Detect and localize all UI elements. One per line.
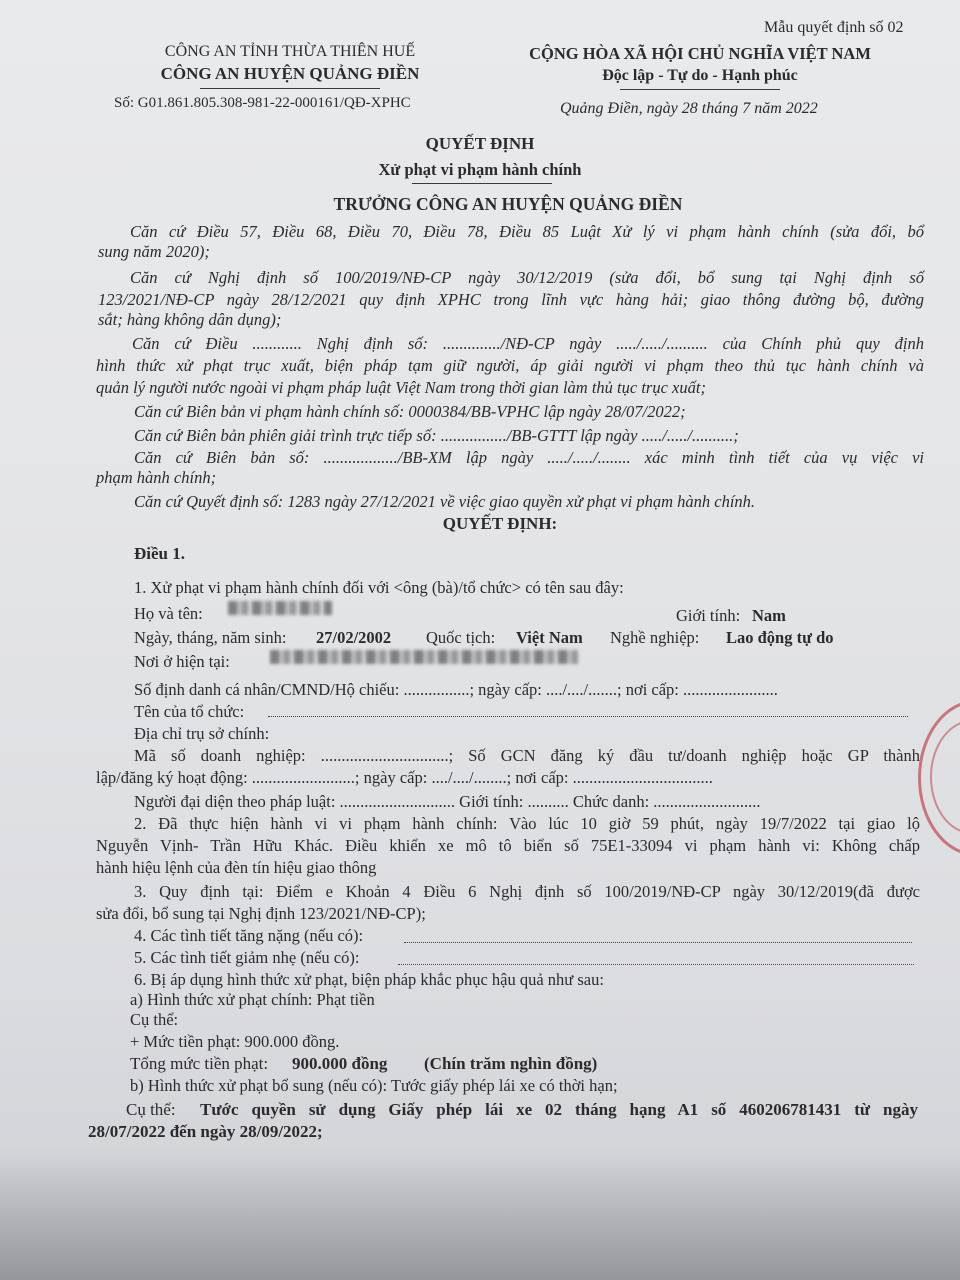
redacted-name <box>228 601 332 615</box>
detail-label: Cụ thể: <box>130 1010 179 1029</box>
additional-penalty: b) Hình thức xử phạt bổ sung (nếu có): Tước giấy phép lái xe có thời hạn; <box>130 1076 618 1095</box>
page-shadow <box>0 1150 960 1280</box>
issuing-authority: TRƯỞNG CÔNG AN HUYỆN QUẢNG ĐIỀN <box>333 194 683 214</box>
basis-line: hình thức xử phạt trục xuất, biện pháp tạm giữ người, áp giải người vi phạm theo thủ tục hành chính và <box>96 356 924 375</box>
dob-value: 27/02/2002 <box>316 628 392 647</box>
aggravating-label: 4. Các tình tiết tăng nặng (nếu có): <box>134 926 364 945</box>
basis-line: sắt; hàng không dân dụng); <box>98 310 282 329</box>
total-fine-words: (Chín trăm nghìn đồng) <box>424 1054 598 1073</box>
fine-amount-line: + Mức tiền phạt: 900.000 đồng. <box>130 1032 340 1051</box>
document-title: QUYẾT ĐỊNH <box>425 134 535 153</box>
form-label: Mẫu quyết định số 02 <box>764 19 904 36</box>
total-fine-value: 900.000 đồng <box>292 1054 388 1073</box>
business-line: Mã số doanh nghiệp: ...............................; Số GCN đăng ký đầu tư/doanh nghiệp hoặc GP thành <box>134 746 920 765</box>
basis-line: Căn cứ Biên bản vi phạm hành chính số: 0000384/BB-VPHC lập ngày 28/07/2022; <box>134 402 686 421</box>
detail-2-label: Cụ thể: <box>126 1100 176 1119</box>
place-date: Quảng Điền, ngày 28 tháng 7 năm 2022 <box>560 100 818 117</box>
basis-line: Căn cứ Quyết định số: 1283 ngày 27/12/2021 về việc giao quyền xử phạt vi phạm hành chính. <box>134 492 756 511</box>
item-1-intro: 1. Xử phạt vi phạm hành chính đối với <ông (bà)/tổ chức> có tên sau đây: <box>134 578 624 597</box>
country-name: CỘNG HÒA XÃ HỘI CHỦ NGHĨA VIỆT NAM <box>529 44 871 63</box>
mitigating-label: 5. Các tình tiết giảm nhẹ (nếu có): <box>134 948 360 967</box>
suspension-period: 28/07/2022 đến ngày 28/09/2022; <box>88 1122 323 1141</box>
license-suspension-text: Tước quyền sử dụng Giấy phép lái xe 02 tháng hạng A1 số 460206781431 từ ngày <box>200 1100 918 1119</box>
regulation-line: sửa đổi, bổ sung tại Nghị định 123/2021/NĐ-CP); <box>96 904 426 923</box>
total-fine-label: Tổng mức tiền phạt: <box>130 1054 269 1073</box>
gender-label: Giới tính: <box>676 606 741 625</box>
dob-label: Ngày, tháng, năm sinh: <box>134 628 287 647</box>
job-label: Nghề nghiệp: <box>610 628 700 647</box>
document-subtitle: Xử phạt vi phạm hành chính <box>378 160 582 179</box>
org-name-label: Tên của tổ chức: <box>134 702 245 721</box>
main-penalty: a) Hình thức xử phạt chính: Phạt tiền <box>130 990 375 1009</box>
document-number: Số: G01.861.805.308-981-22-000161/QĐ-XPHC <box>114 95 411 111</box>
basis-line: 123/2021/NĐ-CP ngày 28/12/2021 quy định XPHC trong lĩnh vực hàng hải; giao thông đường bộ, đường <box>98 290 924 309</box>
basis-line: Căn cứ Điều ............ Nghị định số: ............../NĐ-CP ngày ...../...../.......... của Chính phủ quy định <box>132 334 924 353</box>
penalty-intro: 6. Bị áp dụng hình thức xử phạt, biện pháp khắc phục hậu quả như sau: <box>134 970 604 989</box>
decision-heading: QUYẾT ĐỊNH: <box>442 514 558 533</box>
national-motto: Độc lập - Tự do - Hạnh phúc <box>602 67 798 84</box>
address-label: Nơi ở hiện tại: <box>134 652 230 671</box>
nationality-value: Việt Nam <box>516 628 583 647</box>
aggravating-dots <box>404 942 912 944</box>
subtitle-underline <box>412 183 552 184</box>
basis-line: phạm hành chính; <box>96 468 217 487</box>
job-value: Lao động tự do <box>726 628 834 647</box>
id-line: Số định danh cá nhân/CMND/Hộ chiếu: ................; ngày cấp: ..../..../.......; nơi cấp: ....................... <box>134 680 778 699</box>
regulation-line: 3. Quy định tại: Điểm e Khoản 4 Điều 6 Nghị định số 100/2019/NĐ-CP ngày 30/12/2019(đã được <box>134 882 920 901</box>
name-label: Họ và tên: <box>134 604 203 623</box>
legal-rep-line: Người đại diện theo pháp luật: ............................ Giới tính: .......... Chức danh: .......................... <box>134 792 761 811</box>
org-name-dots <box>268 716 908 718</box>
basis-line: Căn cứ Điều 57, Điều 68, Điều 70, Điều 78, Điều 85 Luật Xử lý vi phạm hành chính (sửa đổi, bổ <box>130 222 924 241</box>
motto-underline <box>620 89 780 90</box>
violation-line: hành hiệu lệnh của đèn tín hiệu giao thông <box>96 858 377 877</box>
org-address-label: Địa chỉ trụ sở chính: <box>134 724 270 743</box>
gender-value: Nam <box>752 606 786 625</box>
agency-underline <box>200 88 380 89</box>
redacted-address <box>270 650 578 664</box>
violation-line: 2. Đã thực hiện hành vi vi phạm hành chính: Vào lúc 10 giờ 59 phút, ngày 19/7/2022 tại giao lộ <box>134 814 920 833</box>
basis-line: Căn cứ Nghị định số 100/2019/NĐ-CP ngày 30/12/2019 (sửa đổi, bổ sung tại Nghị định số <box>130 268 924 287</box>
agency-name: CÔNG AN HUYỆN QUẢNG ĐIỀN <box>160 64 420 83</box>
agency-parent: CÔNG AN TỈNH THỪA THIÊN HUẾ <box>164 43 416 60</box>
article-1: Điều 1. <box>134 544 185 563</box>
business-line-2: lập/đăng ký hoạt động: .........................; ngày cấp: ..../..../........; nơi cấp: .................................. <box>96 768 713 787</box>
basis-line: Căn cứ Biên bản số: ................../BB-XM lập ngày ...../...../........ xác minh tình tiết của vụ việc vi <box>134 448 924 467</box>
basis-line: Căn cứ Biên bản phiên giải trình trực tiếp số: ................/BB-GTTT lập ngày ...../...../..........; <box>134 426 739 445</box>
basis-line: sung năm 2020); <box>98 242 210 261</box>
basis-line: quản lý người nước ngoài vi phạm pháp luật Việt Nam trong thời gian làm thủ tục trục xuất; <box>96 378 706 397</box>
mitigating-dots <box>398 964 914 966</box>
violation-line: Nguyễn Vịnh- Trần Hữu Khác. Điều khiển xe mô tô biển số 75E1-33094 vi phạm hành vi: Không chấp <box>96 836 920 855</box>
nationality-label: Quốc tịch: <box>426 628 496 647</box>
